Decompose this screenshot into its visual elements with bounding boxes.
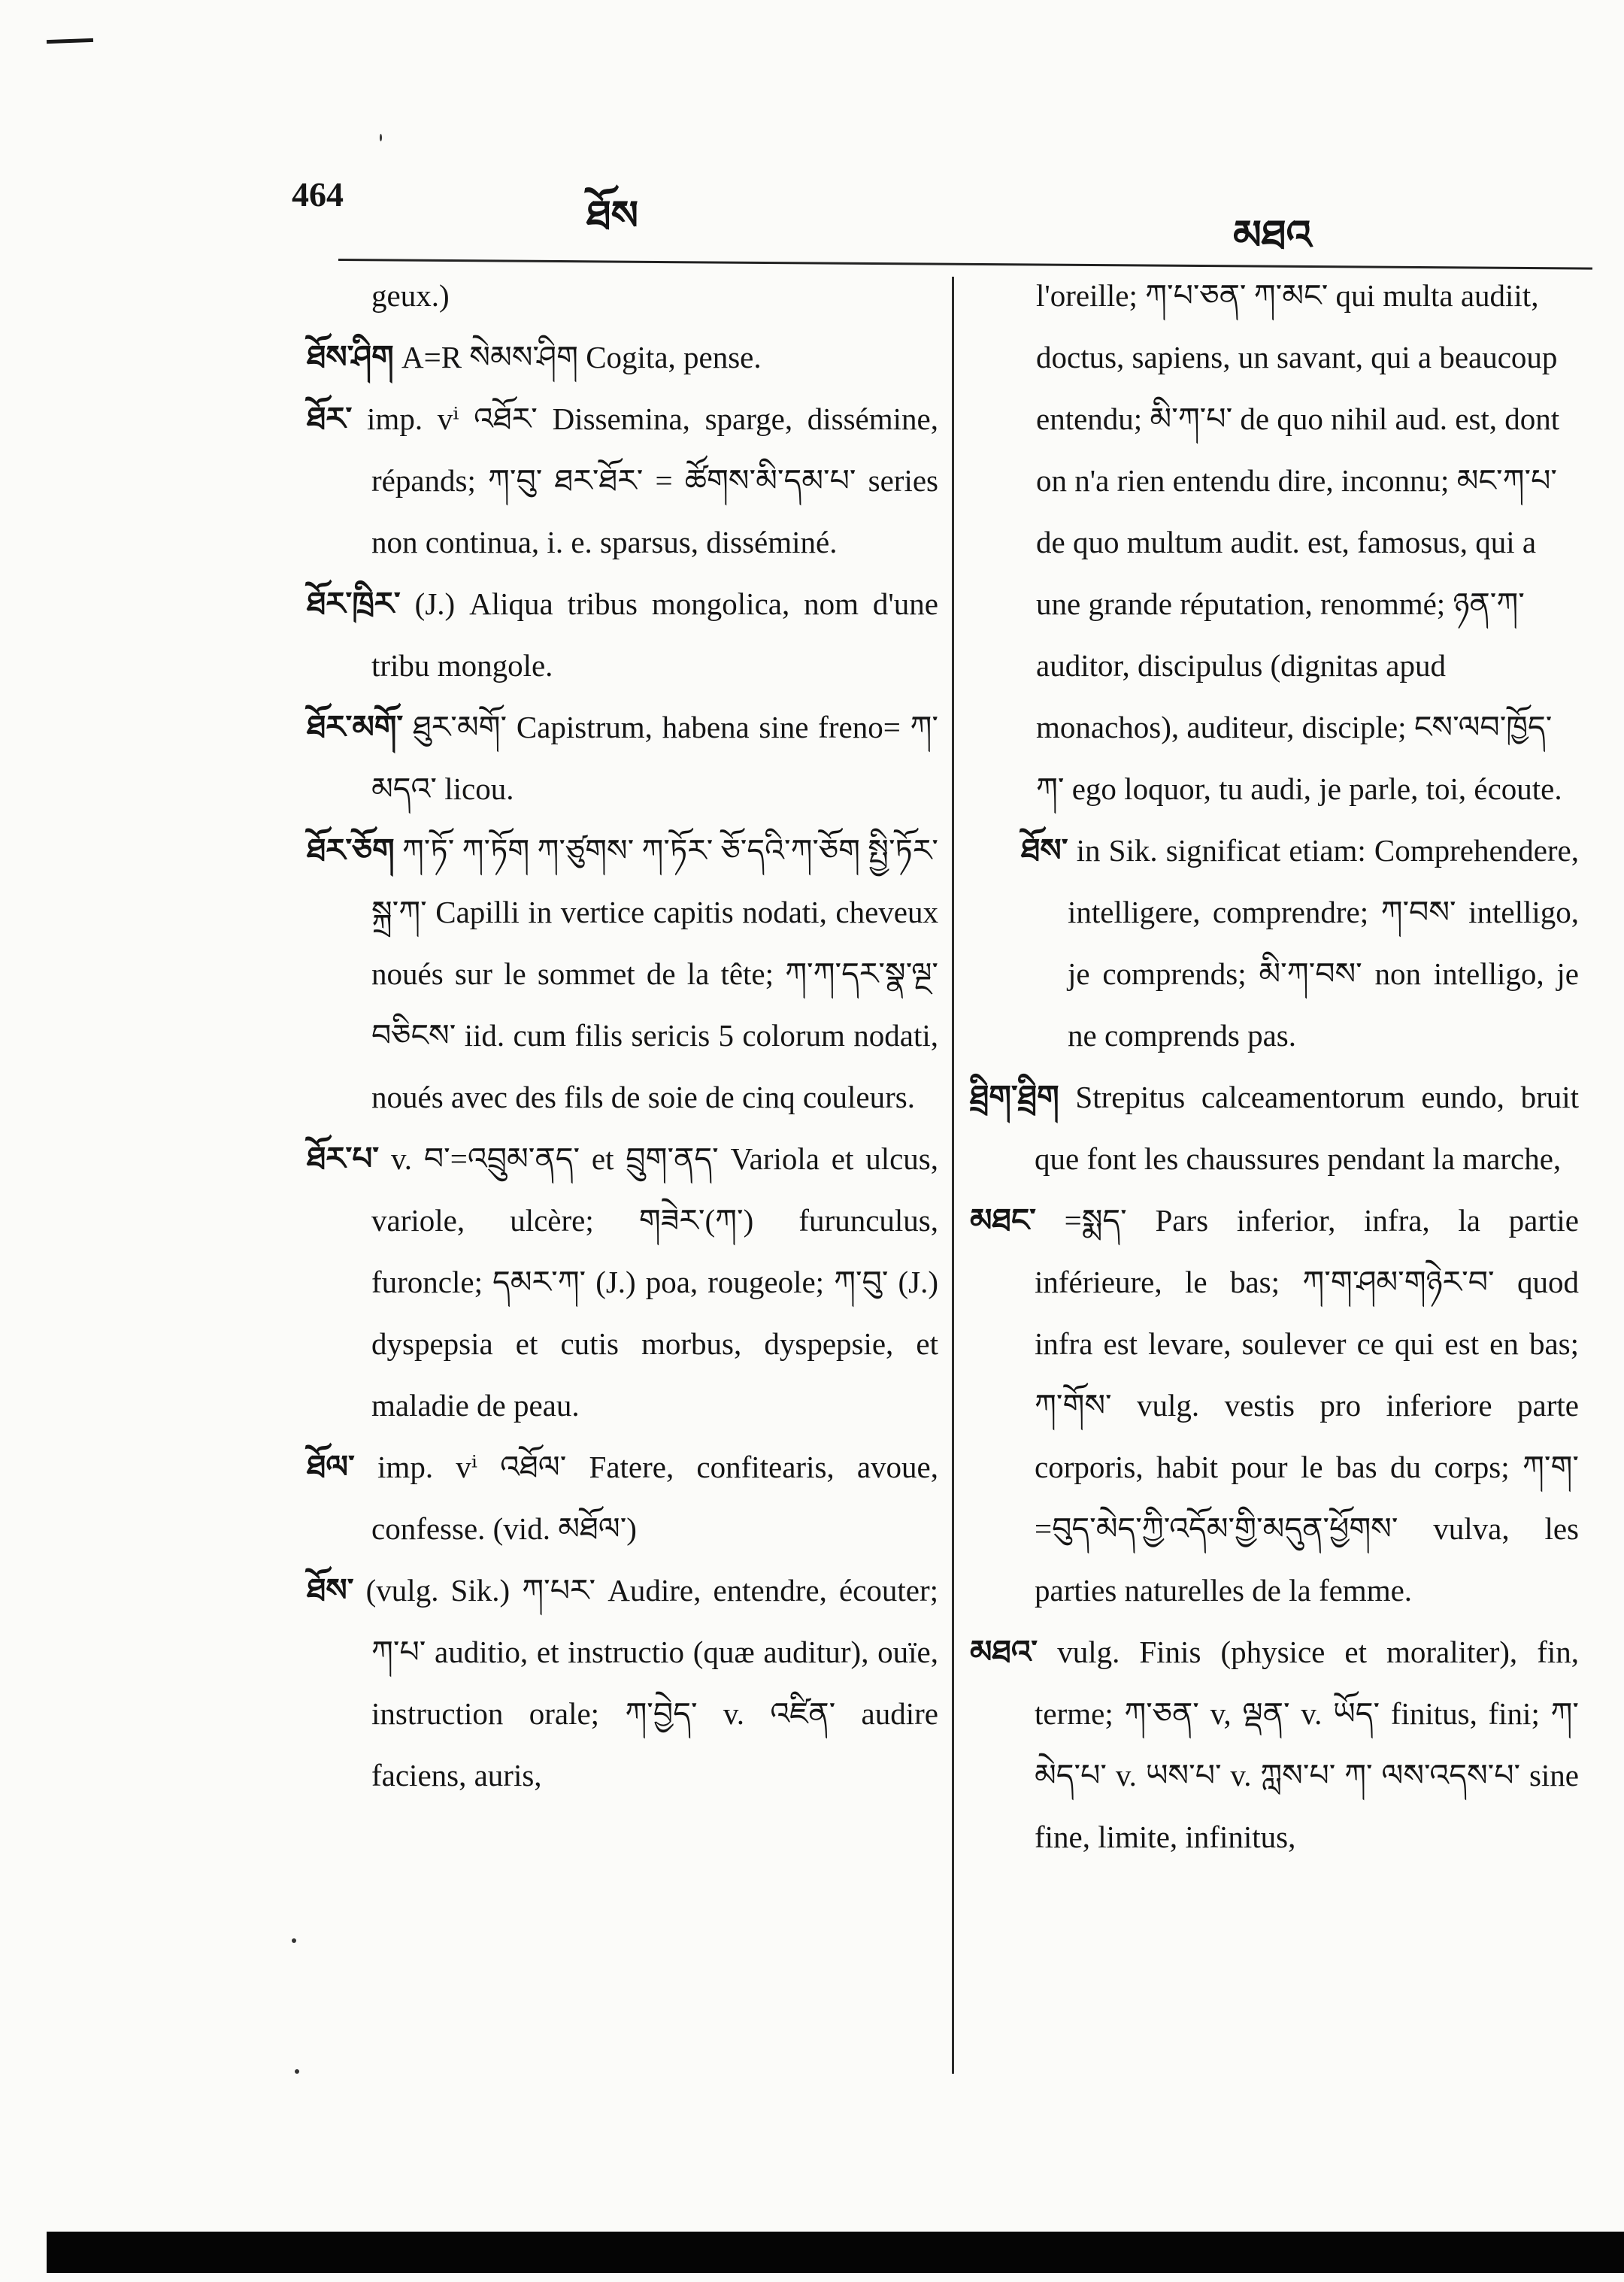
definition: imp. vⁱ འཐོར་ Dissemina, sparge, dissémine, répands; ཀ་བུ་ ཐར་ཐོར་ = ཚོགས་མི་དམ་པ་ series non continua, i. e. sparsus, disséminé. [367, 402, 938, 559]
running-head-left: ཐོས [586, 193, 639, 238]
definition: (J.) Aliqua tribus mongolica, nom d'une tribu mongole. [371, 586, 939, 683]
headword: ཐྲིག་ཐྲིག [970, 1078, 1059, 1115]
dictionary-entry [970, 1066, 1579, 1189]
definition: v. བ་=འབྲུམ་ནད་ et བྲུག་ནད་ Variola et ulcus, variole, ulcère; གཟེར་(ཀ་) furunculus, furoncle; དམར་ཀ་ (J.) poa, rougeole; ཀ་བུ་ (J.) dyspepsia et cutis morbus, dyspepsie, et maladie de peau. [371, 1141, 938, 1423]
definition: =སྨད་ Pars inferior, infra, la partie inférieure, le bas; ཀ་ག་ཤམ་གཉེར་བ་ quod infra est levare, soulever ce qui est en bas; ཀ་གོས་ vulg. vestis pro inferiore parte corporis, habit pour le bas du corps; ཀ་ག་=བུད་མེད་ཀྱི་འདོམ་གྱི་མདུན་ཕྱོགས་ vulva, les parties naturelles de la femme. [1035, 1203, 1579, 1608]
right-column [970, 265, 1579, 1868]
continuation-text: geux.) [371, 278, 450, 313]
definition: Strepitus calceamentorum eundo, bruit que font les chaussures pendant la marche, [1035, 1080, 1579, 1176]
headword: ཐོར་ཁྲིར་ [307, 585, 401, 622]
stray-mark [292, 1938, 296, 1943]
headword: ཐོས་ཤིག [307, 338, 394, 375]
dictionary-entry [307, 1128, 938, 1436]
bottom-scan-bar [47, 2232, 1624, 2273]
column-divider [952, 277, 954, 2074]
dictionary-entry [307, 1559, 938, 1806]
definition: (vulg. Sik.) ཀ་པར་ Audire, entendre, écouter; ཀ་པ་ auditio, et instructio (quæ auditur), ouïe, instruction orale; ཀ་བྱེད་ v. འཛིན་ audire faciens, auris, [365, 1573, 938, 1793]
definition: in Sik. significat etiam: Comprehendere, intelligere, comprendre; ཀ་བས་ intelligo, je comprends; མི་ཀ་བས་ non intelligo, je ne comprends pas. [1068, 833, 1580, 1053]
headword: ཐོར་ [307, 400, 353, 437]
headword: ཐོས་ [307, 1571, 354, 1608]
definition: imp. vⁱ འཐོལ་ Fatere, confitearis, avoue, confesse. (vid. མཐོལ་) [371, 1450, 938, 1546]
dictionary-entry [970, 1621, 1579, 1868]
left-column [307, 265, 938, 1806]
headword: མཐང་ [970, 1202, 1036, 1238]
headword: ཐོར་མགོ་ [307, 708, 404, 745]
dictionary-entry [307, 696, 938, 820]
definition: ཀ་ཏོ་ ཀ་ཏོག ཀ་ཙུགས་ ཀ་ཏོར་ ཅོ་དའི་ཀ་ཅོག སྤྱི་ཏོར་ སྐྲ་ཀ་ Capilli in vertice capitis nodati, cheveux noués sur le sommet de la tête; ཀ་ཀ་དར་སྣ་ལྔ་བཅིངས་ iid. cum filis sericis 5 colorum nodati, noués avec des fils de soie de cinq couleurs. [371, 833, 938, 1114]
running-head-right: མཐའ [1233, 213, 1312, 258]
stray-mark [380, 134, 382, 141]
page-number: 464 [292, 175, 344, 214]
dictionary-entry [307, 1436, 938, 1559]
dictionary-entry [307, 573, 938, 696]
corner-mark [47, 38, 93, 44]
headword: ཐོས་ [1021, 832, 1068, 868]
dictionary-sub-entry [970, 820, 1579, 1066]
definition: vulg. Finis (physice et moraliter), fin, terme; ཀ་ཅན་ v, ལྡན་ v. ཡོད་ finitus, fini; ཀ་མེད་པ་ v. ཡས་པ་ v. ཀླས་པ་ ཀ་ ལས་འདས་པ་ sine fine, limite, infinitus, [1035, 1635, 1579, 1854]
dictionary-entry [307, 820, 938, 1128]
dictionary-entry [307, 326, 938, 388]
dictionary-entry [307, 388, 938, 573]
headword: མཐའ་ [970, 1633, 1038, 1670]
continuation-text: l'oreille; ཀ་པ་ཅན་ ཀ་མང་ qui multa audiit, doctus, sapiens, un savant, qui a beaucoup entendu; མི་ཀ་པ་ de quo nihil aud. est, dont on n'a rien entendu dire, inconnu; མང་ཀ་པ་ de quo multum audit. est, famosus, qui a une grande réputation, renommé; ཉན་ཀ་ auditor, discipulus (dignitas apud monachos), auditeur, disciple; ངས་ལབ་ཁྱོད་ཀ་ ego loquor, tu audi, je parle, toi, écoute. [1036, 278, 1562, 806]
headword: ཐོར་ཅོག [307, 832, 395, 868]
headword: ཐོར་པ་ [307, 1140, 380, 1177]
definition: A=R སེམས་ཤིག Cogita, pense. [401, 340, 762, 374]
dictionary-entry [970, 1189, 1579, 1621]
stray-mark [295, 2069, 299, 2074]
headword: ཐོལ་ [307, 1448, 355, 1485]
definition: ཐུར་མགོ་ Capistrum, habena sine freno= ཀ་མདའ་ licou. [371, 710, 938, 806]
